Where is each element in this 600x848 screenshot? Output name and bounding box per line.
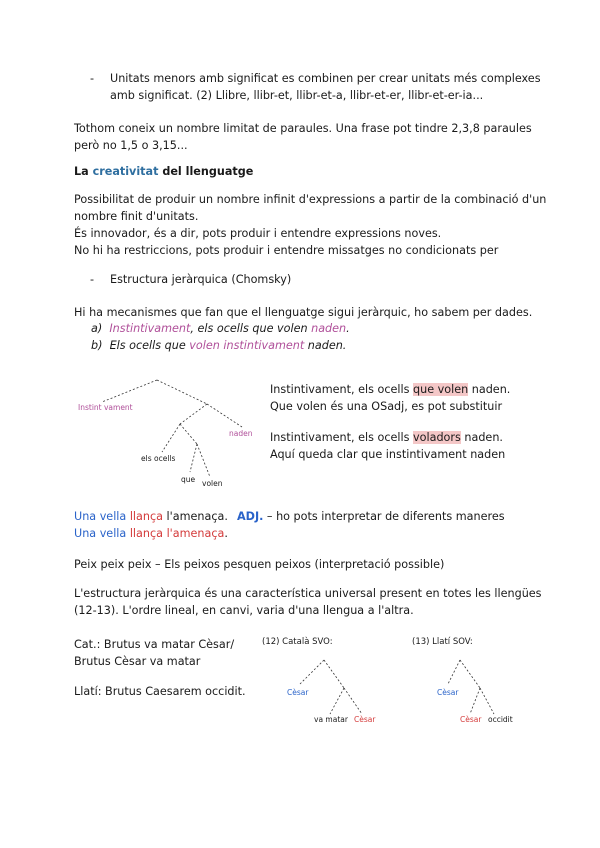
- paragraph-creativity-line2: nombre finit d'unitats.: [74, 210, 199, 223]
- example-a-adverb: Instintivament: [109, 322, 191, 335]
- explanation-l1-a: Instintivament, els ocells: [270, 383, 414, 396]
- catalan-example-line1: Cat.: Brutus va matar Cèsar/: [74, 638, 235, 651]
- paragraph-universal-line1: L'estructura jeràrquica és una característica universal present en totes les llengües: [74, 587, 542, 600]
- syntax-tree-llati: [412, 638, 532, 728]
- paragraph-limited-words-line2: però no 1,5 o 3,15...: [74, 139, 188, 152]
- paragraph-universal-line2: (12-13). L'ordre lineal, en canvi, varia d'una llengua a l'altra.: [74, 604, 414, 617]
- paragraph-creativity-line1: Possibilitat de produir un nombre infinit d'expressions a partir de la combinació d'un: [74, 193, 547, 206]
- example-b-start: Els ocells que: [109, 339, 190, 352]
- tree1-label-els-ocells: els ocells: [141, 454, 176, 463]
- ambig-r2-object: l'amenaça: [166, 527, 225, 540]
- ambig-r2-end: .: [224, 527, 228, 540]
- explanation-l1-highlight: que volen: [413, 383, 469, 396]
- bullet2-text: Estructura jeràrquica (Chomsky): [110, 273, 292, 286]
- ambig-r2-llanca: llança: [129, 527, 163, 540]
- explanation-l3-a: Instintivament, els ocells: [270, 431, 414, 444]
- ambig-r1-object: l'amenaça.: [163, 510, 228, 523]
- tree-llati-object: Cèsar: [460, 715, 482, 724]
- tree-llati-caption: (13) Llatí SOV:: [412, 637, 473, 647]
- catalan-example-line2: Brutus Cèsar va matar: [74, 655, 201, 668]
- example-a-verb: naden: [311, 322, 347, 335]
- ambiguity-row2: [74, 525, 228, 542]
- ambig-note-text: – ho pots interpretar de diferents maneres: [263, 510, 505, 523]
- ambig-r2-subject: Una vella: [74, 527, 130, 540]
- explanation-line1: [270, 381, 510, 398]
- example-a-end: .: [346, 322, 350, 335]
- paragraph-limited-words-line1: Tothom coneix un nombre limitat de paraules. Una frase pot tindre 2,3,8 paraules: [74, 122, 532, 135]
- bullet1-line2: amb significat. (2) Llibre, llibr-et, llibr-et-a, llibr-et-er, llibr-et-er-ia...: [110, 89, 484, 102]
- tree-catala-caption: (12) Català SVO:: [262, 637, 333, 647]
- ambig-adj: ADJ.: [237, 510, 264, 523]
- tree-llati-subject: Cèsar: [437, 688, 459, 697]
- explanation-l3-highlight: voladors: [413, 431, 461, 444]
- example-b: [91, 337, 346, 354]
- example-b-label: b): [91, 339, 103, 352]
- tree1-label-adverb: Instint vament: [78, 403, 133, 412]
- syntax-tree-catala: [262, 638, 392, 728]
- tree-catala-verb: va matar: [314, 715, 348, 724]
- tree1-label-que: que: [181, 475, 196, 484]
- heading-pre: La: [74, 165, 93, 178]
- heading-accent: creativitat: [92, 165, 159, 178]
- syntax-tree-1: [72, 372, 262, 492]
- example-a: [91, 320, 350, 337]
- example-b-end: naden.: [304, 339, 347, 352]
- explanation-line3: [270, 429, 503, 446]
- tree-catala-object: Cèsar: [354, 715, 376, 724]
- explanation-line4: Aquí queda clar que instintivament naden: [270, 448, 506, 461]
- latin-example: Llatí: Brutus Caesarem occidit.: [74, 685, 246, 698]
- example-a-mid: , els ocells que volen: [190, 322, 312, 335]
- ambig-r1-llanca: llança: [129, 510, 163, 523]
- tree-catala-subject: Cèsar: [287, 688, 309, 697]
- ambig-r1-subject: Una vella: [74, 510, 130, 523]
- bullet-dash: -: [90, 273, 95, 286]
- paragraph-creativity-line4: No hi ha restriccions, pots produir i entendre missatges no condicionats per: [74, 244, 499, 257]
- bullet1-line1: Unitats menors amb significat es combinen per crear unitats més complexes: [110, 72, 541, 85]
- bullet-dash: -: [90, 72, 95, 85]
- paragraph-creativity-line3: És innovador, és a dir, pots produir i entendre expressions noves.: [74, 227, 442, 240]
- explanation-l1-c: naden.: [468, 383, 511, 396]
- ambiguity-row1: [74, 508, 228, 525]
- example-b-highlight: volen instintivament: [189, 339, 305, 352]
- tree1-label-naden: naden: [229, 429, 253, 438]
- paragraph-peix: Peix peix peix – Els peixos pesquen peixos (interpretació possible): [74, 558, 445, 571]
- heading-post: del llenguatge: [158, 165, 254, 178]
- paragraph-hierarchy: Hi ha mecanismes que fan que el llenguatge sigui jeràrquic, ho sabem per dades.: [74, 306, 533, 319]
- tree1-label-volen: volen: [202, 479, 223, 488]
- section-heading: [74, 163, 253, 180]
- ambiguity-note: [237, 508, 505, 525]
- explanation-line2: Que volen és una OSadj, es pot substituir: [270, 400, 503, 413]
- tree-llati-verb: occidit: [488, 715, 513, 724]
- explanation-l3-c: naden.: [460, 431, 503, 444]
- example-a-label: a): [91, 322, 103, 335]
